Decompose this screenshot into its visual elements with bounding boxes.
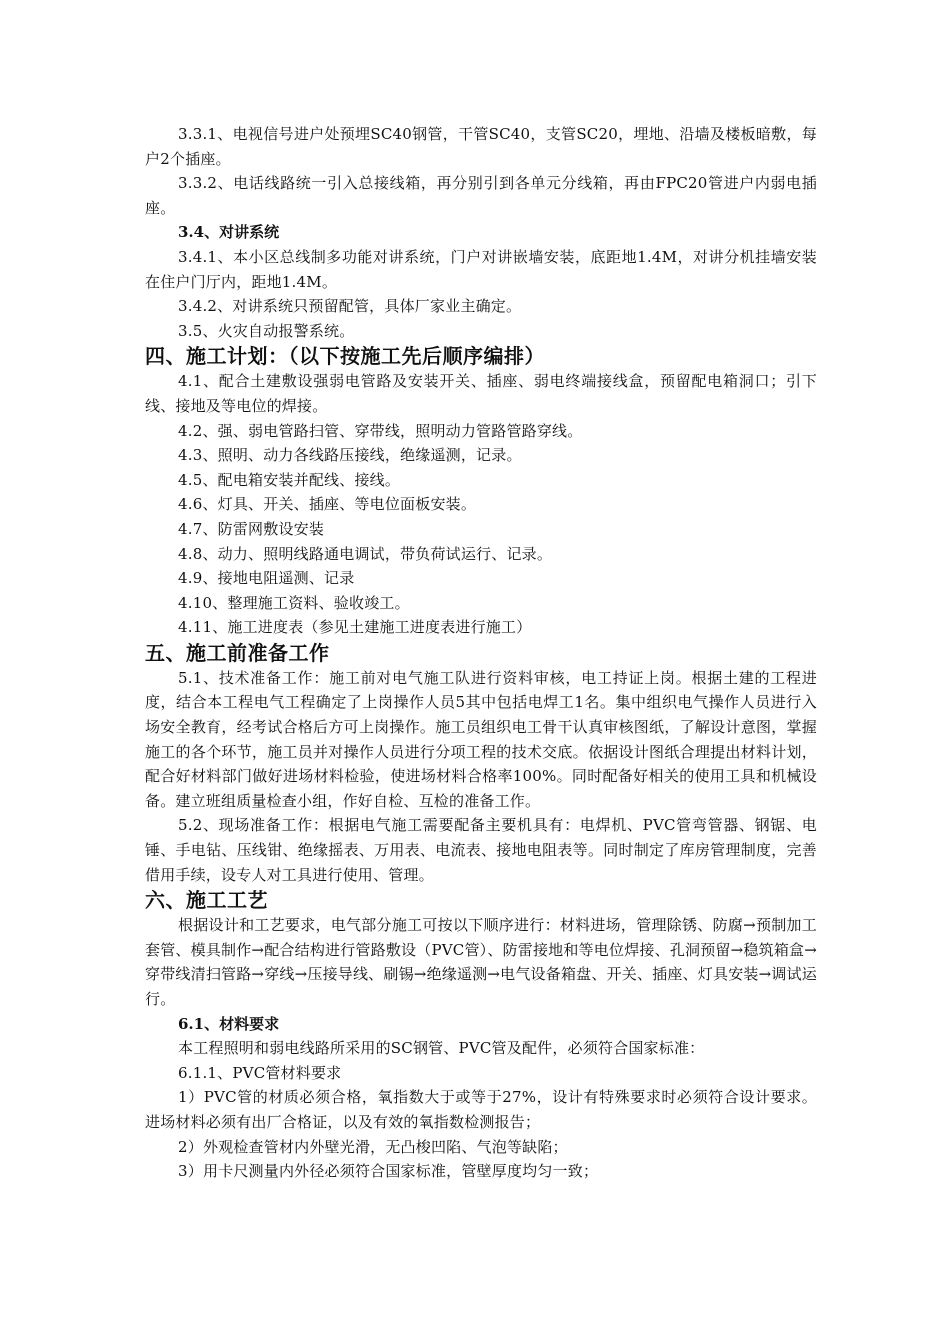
subheading-6-1: 6.1、材料要求: [178, 1014, 280, 1033]
paragraph-4-5: 4.5、配电箱安装并配线、接线。: [178, 470, 401, 489]
paragraph-6-1-1: 6.1.1、PVC管材料要求: [178, 1063, 342, 1082]
paragraph-3-4-2: 3.4.2、对讲系统只预留配管，具体厂家业主确定。: [178, 297, 522, 316]
paragraph-5-1: 5.1、技术准备工作：施工前对电气施工队进行资料审核，电工持证上岗。根据土建的工程进度，结合本工程电气工程确定了上岗操作人员5其中包括电焊工1名。集中组织电气操作人员进行入场安全教育，经考试合格后方可上岗操作。施工员组织电工骨干认真审核图纸，了解设计意图，掌握施工的各个环节，施工员并对操作人员进行分项工程的技术交底。依据设计图纸合理提出材料计划，配合好材料部门做好进场材料检验，使进场材料合格率100%。同时配备好相关的使用工具和机械设备。建立班组质量检查小组，作好自检、互检的准备工作。: [145, 668, 817, 810]
paragraph-3-3-1: 3.3.1、电视信号进户处预埋SC40钢管，干管SC40，支管SC20，埋地、沿墙及楼板暗敷，每户2个插座。: [145, 125, 817, 168]
paragraph-3-3-2: 3.3.2、电话线路统一引入总接线箱，再分别引到各单元分线箱，再由FPC20管进户内弱电插座。: [145, 174, 817, 217]
paragraph-4-11: 4.11、施工进度表（参见土建施工进度表进行施工）: [178, 618, 532, 637]
document-body: [145, 122, 817, 1184]
list-item-2: 2）外观检查管材内外壁光滑，无凸梭凹陷、气泡等缺陷；: [178, 1137, 568, 1156]
paragraph-6-1-intro: 本工程照明和弱电线路所采用的SC钢管、PVC管及配件，必须符合国家标准：: [178, 1039, 705, 1058]
section-heading-6: 六、施工工艺: [145, 888, 268, 913]
paragraph-4-1: 4.1、配合土建敷设强弱电管路及安装开关、插座、弱电终端接线盒，预留配电箱洞口；引下线、接地及等电位的焊接。: [145, 372, 817, 415]
paragraph-6-intro: 根据设计和工艺要求，电气部分施工可按以下顺序进行：材料进场，管理除锈、防腐→预制加工套管、模具制作→配合结构进行管路敷设（PVC管）、防雷接地和等电位焊接、孔洞预留→稳筑箱盒→穿带线清扫管路→穿线→压接导线、刷锡→绝缘遥测→电气设备箱盘、开关、插座、灯具安装→调试运行。: [145, 916, 817, 1008]
section-heading-4: 四、施工计划：（以下按施工先后顺序编排）: [145, 344, 545, 369]
paragraph-3-4-1: 3.4.1、本小区总线制多功能对讲系统，门户对讲嵌墙安装，底距地1.4M，对讲分机挂墙安装在住户门厅内，距地1.4M。: [145, 247, 817, 291]
list-item-1: 1）PVC管的材质必须合格，氧指数大于或等于27%，设计有特殊要求时必须符合设计要求。进场材料必须有出厂合格证，以及有效的氧指数检测报告；: [145, 1088, 817, 1131]
list-item-3: 3）用卡尺测量内外径必须符合国家标准，管壁厚度均匀一致；: [178, 1162, 599, 1181]
paragraph-3-5: 3.5、火灾自动报警系统。: [178, 321, 355, 340]
paragraph-4-3: 4.3、照明、动力各线路压接线，绝缘遥测，记录。: [178, 446, 522, 465]
subheading-3-4: 3.4、对讲系统: [178, 223, 280, 242]
paragraph-4-2: 4.2、强、弱电管路扫管、穿带线，照明动力管路管路穿线。: [178, 421, 583, 440]
paragraph-5-2: 5.2、现场准备工作：根据电气施工需要配备主要机具有：电焊机、PVC管弯管器、钢锯、电锤、手电钻、压线钳、绝缘摇表、万用表、电流表、接地电阻表等。同时制定了库房管理制度，完善借用手续，设专人对工具进行使用、管理。: [145, 816, 817, 884]
paragraph-4-6: 4.6、灯具、开关、插座、等电位面板安装。: [178, 495, 477, 514]
paragraph-4-8: 4.8、动力、照明线路通电调试，带负荷试运行、记录。: [178, 544, 553, 563]
paragraph-4-9: 4.9、接地电阻遥测、记录: [178, 569, 355, 588]
paragraph-4-7: 4.7、防雷网敷设安装: [178, 519, 325, 538]
paragraph-4-10: 4.10、整理施工资料、验收竣工。: [178, 593, 410, 612]
section-heading-5: 五、施工前准备工作: [145, 640, 330, 665]
